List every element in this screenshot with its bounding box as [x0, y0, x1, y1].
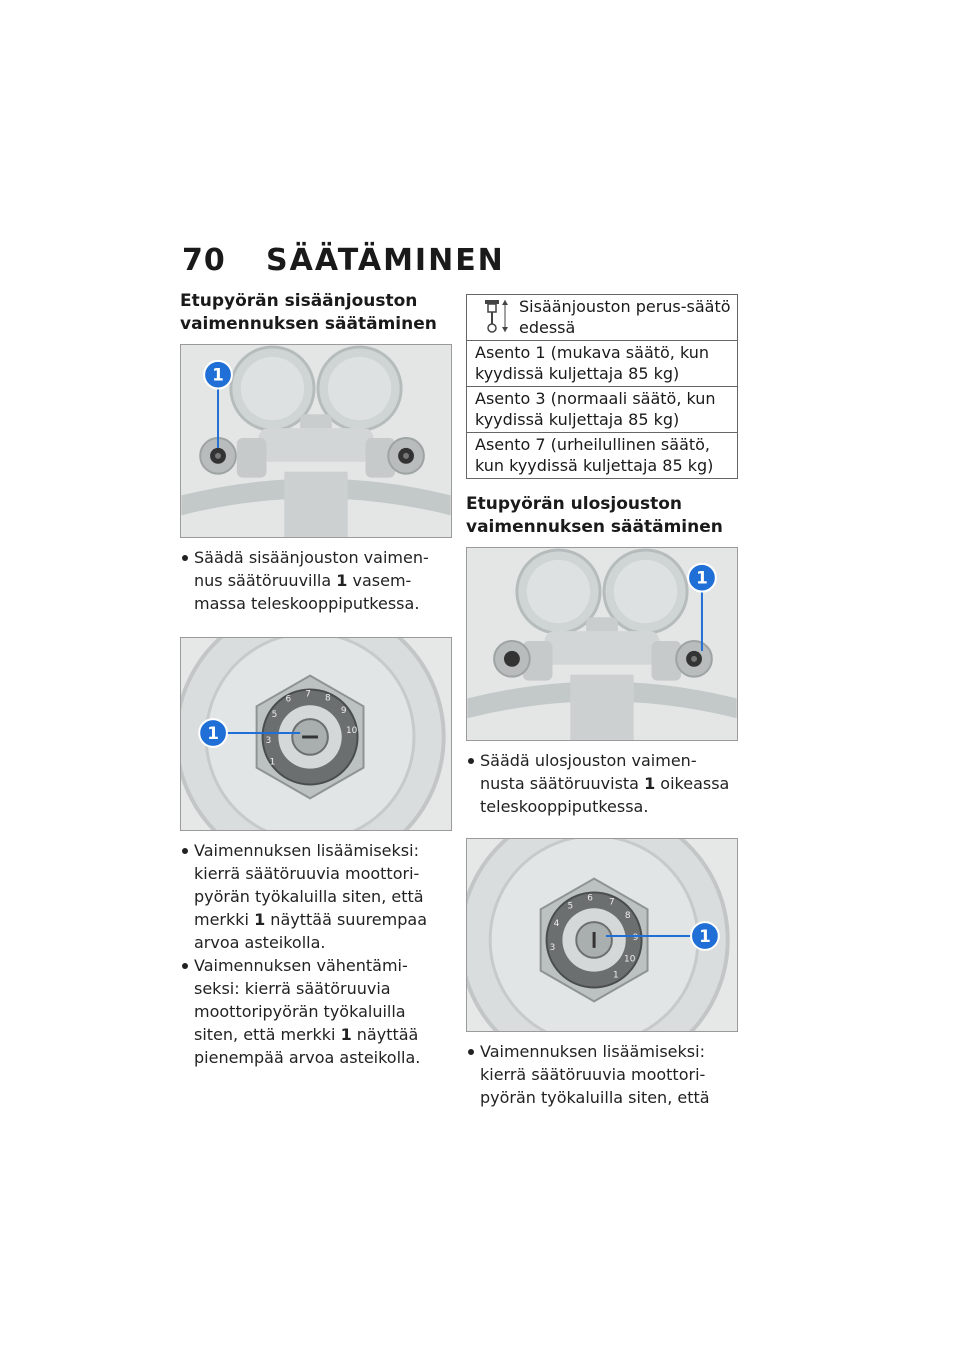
section-heading-compression: Etupyörän ulosjouston vaimennuksen säätäminen [466, 494, 723, 537]
svg-text:10: 10 [345, 726, 358, 737]
table-row: Asento 1 (mukava säätö, kun kyydissä kuljettaja 85 kg) [467, 341, 738, 387]
bullet-icon [182, 555, 188, 561]
bullet-decrease-damping: Vaimennuksen vähentämi-seksi: kierrä säätöruuvia moottoripyörän työkaluilla siten, että merkki 1 näyttää pienempää arvoa asteikolla. [180, 954, 452, 1069]
bullet-icon [182, 963, 188, 969]
page-header [182, 243, 742, 283]
svg-text:3: 3 [549, 942, 556, 953]
svg-text:3: 3 [265, 735, 272, 746]
left-column [180, 290, 452, 1069]
bullet-icon [468, 758, 474, 764]
bullet-increase-damping: Vaimennuksen lisäämiseksi: kierrä säätöruuvia moottori-pyörän työkaluilla siten, että merkki 1 näyttää suurempaa arvoa asteikolla. [180, 839, 452, 954]
svg-text:5: 5 [271, 710, 278, 721]
svg-text:8: 8 [624, 911, 631, 922]
bullet-increase-compression: Vaimennuksen lisäämiseksi: kierrä säätöruuvia moottori-pyörän työkaluilla siten, että [466, 1040, 738, 1109]
svg-text:10: 10 [624, 954, 636, 965]
suspension-icon [475, 296, 511, 336]
svg-text:9: 9 [340, 706, 347, 717]
callout-1: 1 [696, 567, 708, 588]
bullet-adjust-rebound: Säädä sisäänjouston vaimen-nus säätöruuvilla 1 vasem-massa teleskooppiputkessa. [180, 546, 452, 615]
callout-1: 1 [207, 722, 219, 743]
chapter-title: SÄÄTÄMINEN [266, 243, 505, 278]
basic-setting-table [466, 294, 738, 479]
figure-handlebar-left [180, 344, 452, 538]
callout-1: 1 [212, 364, 224, 385]
right-column [466, 294, 738, 1109]
svg-text:6: 6 [285, 694, 292, 705]
section-heading-rebound: Etupyörän sisäänjouston vaimennuksen säätäminen [180, 291, 437, 334]
svg-text:1: 1 [269, 757, 276, 768]
callout-1: 1 [699, 925, 711, 946]
figure-dial-left [180, 637, 452, 831]
table-header: Sisäänjouston perus-säätö edessä [519, 297, 731, 337]
figure-handlebar-right [466, 547, 738, 741]
bullet-adjust-compression: Säädä ulosjouston vaimen-nusta säätöruuvista 1 oikeassa teleskooppiputkessa. [466, 749, 738, 818]
svg-text:1: 1 [613, 970, 619, 981]
svg-text:4: 4 [553, 919, 560, 930]
svg-text:9: 9 [632, 932, 639, 943]
figure-dial-right [466, 838, 738, 1032]
handlebar-illustration [181, 345, 451, 537]
svg-text:7: 7 [609, 897, 615, 908]
page-number: 70 [182, 243, 226, 278]
svg-text:8: 8 [325, 693, 331, 704]
table-row: Asento 3 (normaali säätö, kun kyydissä kuljettaja 85 kg) [467, 387, 738, 433]
svg-text:5: 5 [567, 901, 574, 912]
bullet-icon [182, 848, 188, 854]
svg-text:7: 7 [305, 689, 311, 700]
bullet-icon [468, 1049, 474, 1055]
table-row: Asento 7 (urheilullinen säätö, kun kyydissä kuljettaja 85 kg) [467, 433, 738, 479]
svg-text:6: 6 [587, 893, 593, 904]
